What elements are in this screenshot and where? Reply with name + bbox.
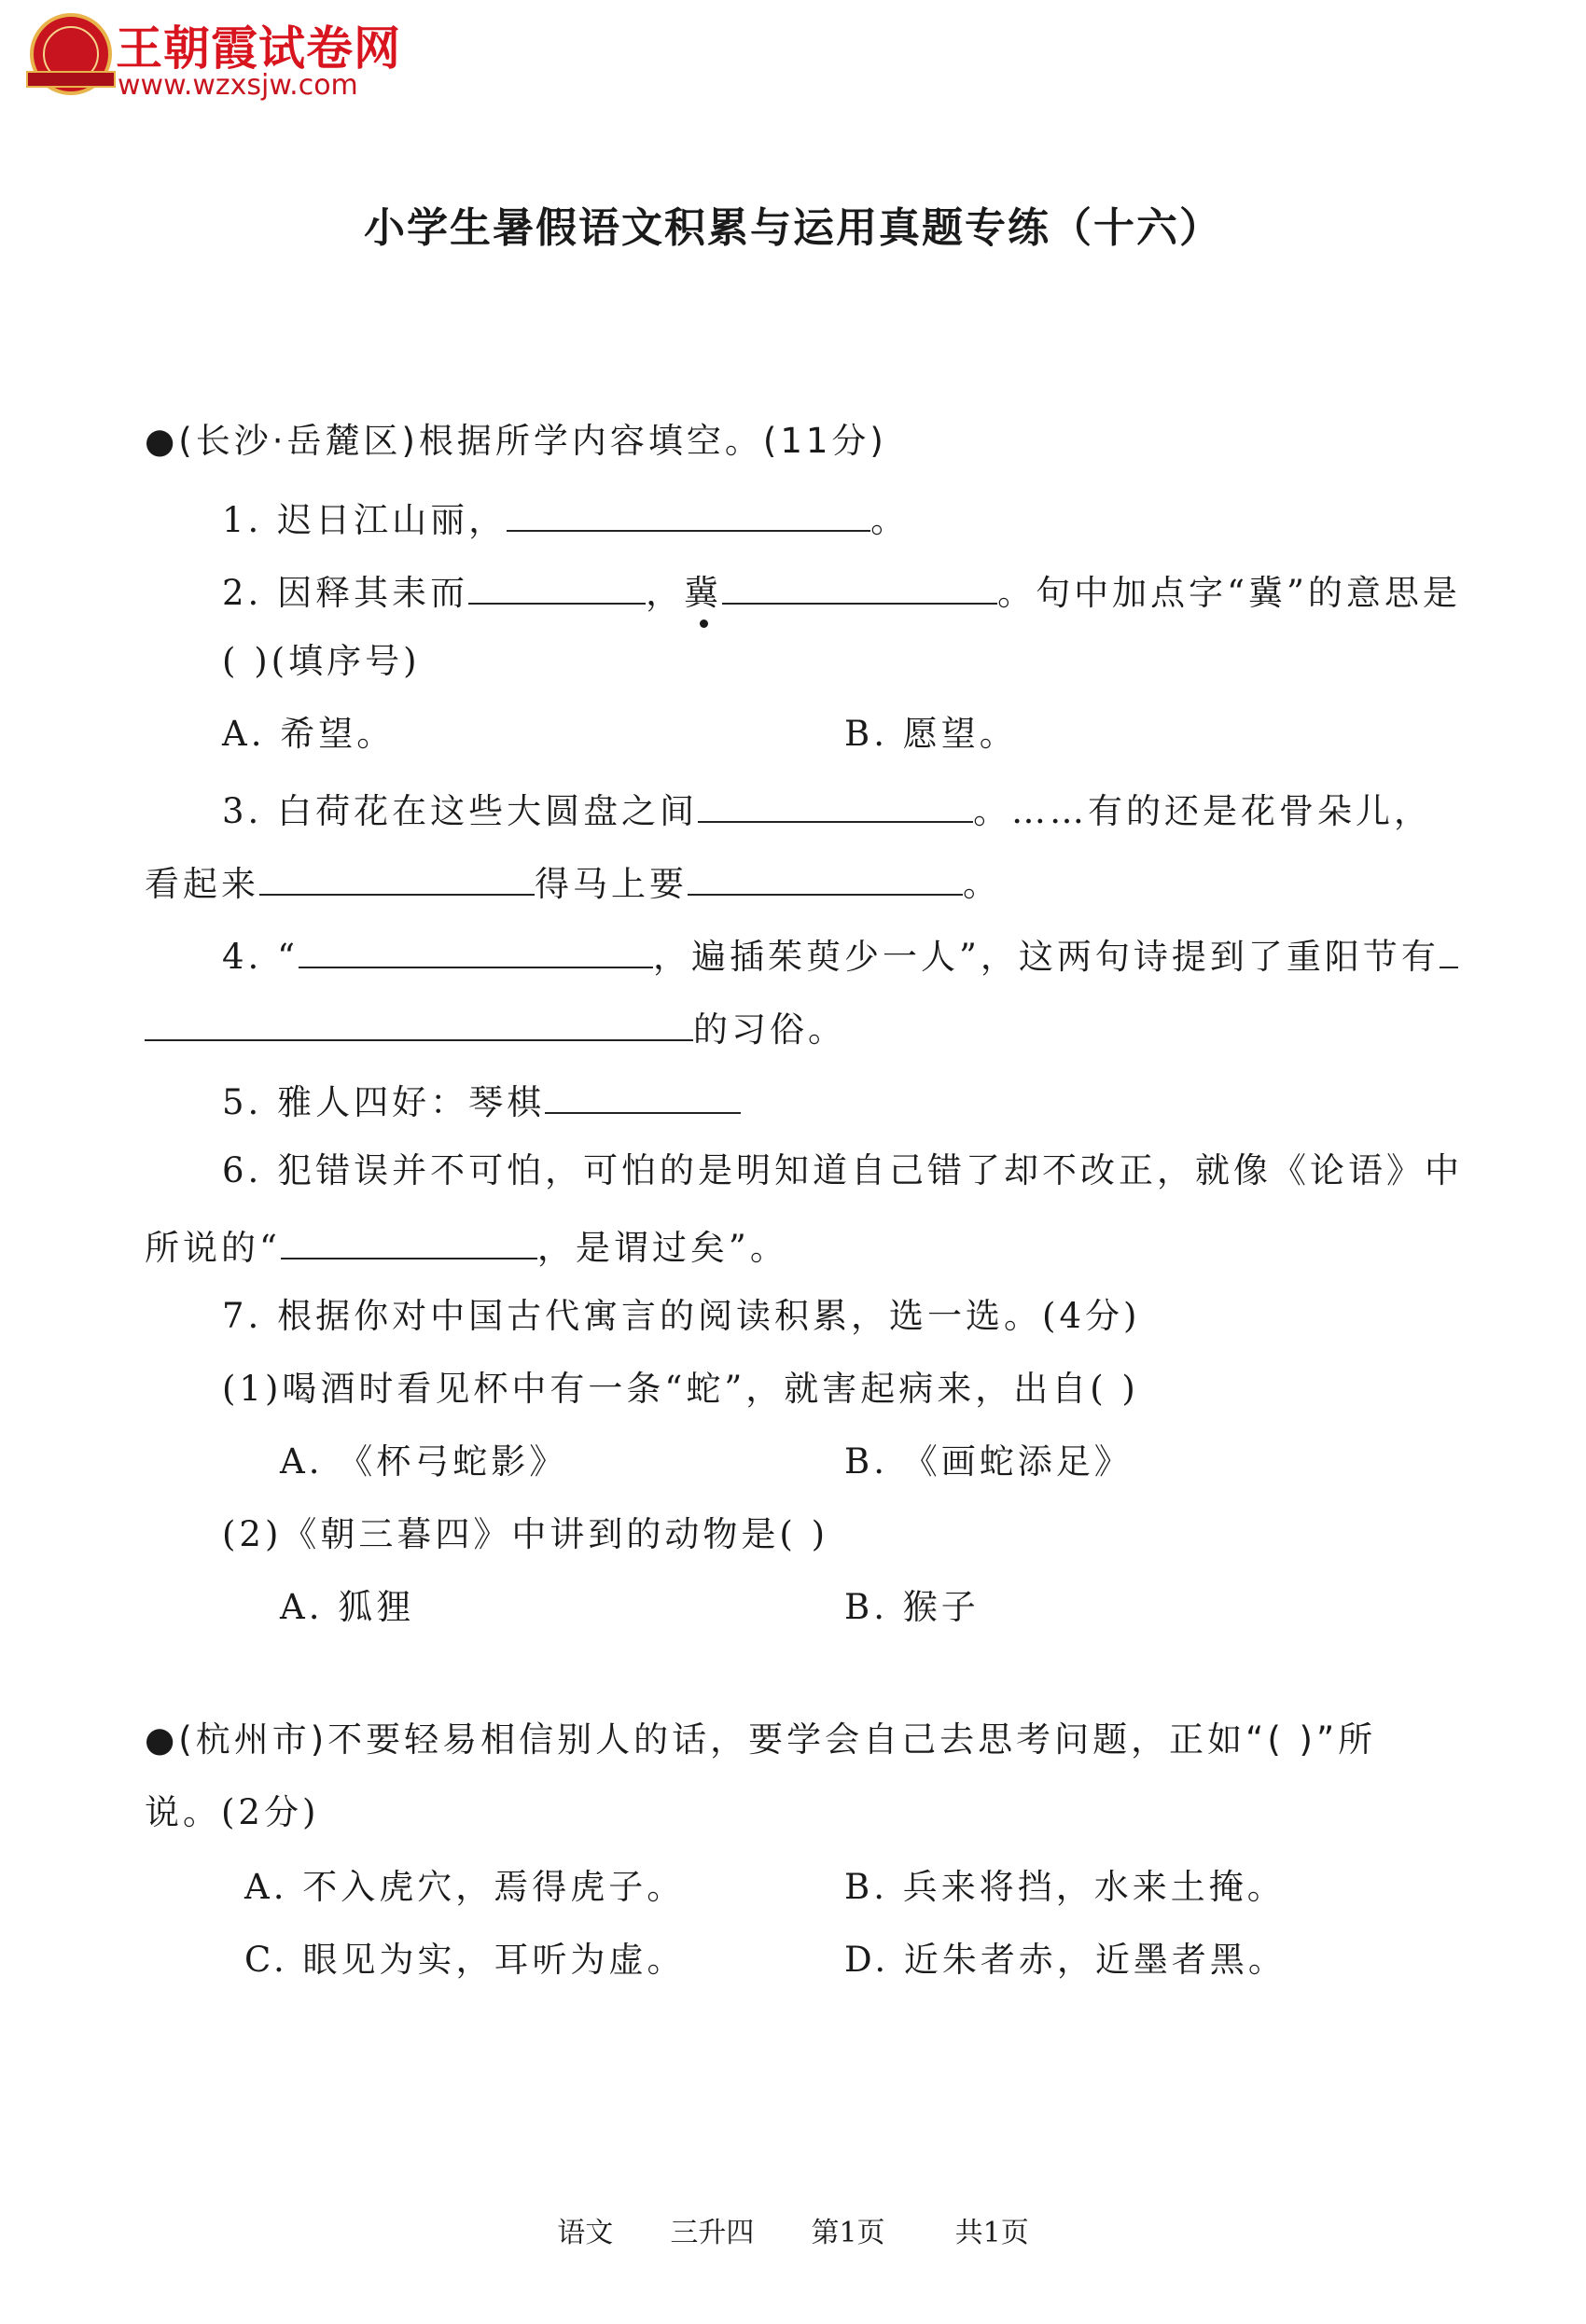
site-name: 王朝霞试卷网 <box>116 21 401 76</box>
answer-blank[interactable] <box>545 1075 741 1114</box>
question-7-sub1: (1)喝酒时看见杯中有一条“蛇”，就害起病来，出自( ) <box>222 1369 1139 1409</box>
dotted-char: 冀 <box>684 570 722 617</box>
answer-blank[interactable] <box>468 565 646 605</box>
answer-blank[interactable] <box>507 493 870 532</box>
question-1: 1. 迟日江山丽， 。 <box>222 493 909 544</box>
site-url: www.wzxsjw.com <box>118 69 358 102</box>
section2-line1: ●(杭州市)不要轻易相信别人的话，要学会自己去思考问题，正如“( )”所 <box>145 1719 1377 1760</box>
question-3-line2: 看起来 得马上要 。 <box>145 856 1001 908</box>
question-4-line1: 4. “ ，遍插茱萸少一人”，这两句诗提到了重阳节有 <box>222 929 1458 981</box>
answer-blank[interactable] <box>299 929 653 968</box>
footer-subject: 语文 <box>557 2217 614 2249</box>
question-2-line2: ( )(填序号) <box>222 641 421 681</box>
question-7-sub2-option-a: A. 狐狸 <box>280 1587 415 1627</box>
page-title: 小学生暑假语文积累与运用真题专练（十六） <box>364 204 1222 252</box>
footer-page: 第1页 <box>811 2217 885 2249</box>
section2-line2: 说。(2分) <box>145 1792 320 1832</box>
section2-option-d: D. 近朱者赤，近墨者黑。 <box>844 1940 1287 1980</box>
footer-total: 共1页 <box>954 2217 1029 2249</box>
answer-blank[interactable] <box>281 1220 537 1259</box>
question-7: 7. 根据你对中国古代寓言的阅读积累，选一选。(4分) <box>222 1296 1141 1336</box>
logo-ribbon-icon <box>26 71 116 88</box>
site-logo <box>26 9 401 102</box>
answer-blank[interactable] <box>688 856 963 896</box>
footer-grade: 三升四 <box>670 2217 755 2249</box>
question-4-line2: 的习俗。 <box>145 1002 846 1053</box>
question-6-line2: 所说的“ ，是谓过矣”。 <box>145 1220 788 1272</box>
question-2-option-b: B. 愿望。 <box>844 714 1018 754</box>
question-3-line1: 3. 白荷花在这些大圆盘之间 。……有的还是花骨朵儿， <box>222 784 1432 835</box>
question-5: 5. 雅人四好：琴棋 <box>222 1075 741 1126</box>
answer-blank[interactable] <box>259 856 535 896</box>
answer-blank[interactable] <box>145 1002 693 1041</box>
answer-blank[interactable] <box>722 565 997 605</box>
question-7-sub2-option-b: B. 猴子 <box>844 1587 980 1627</box>
page-footer <box>0 2209 1586 2250</box>
question-7-sub2: (2)《朝三暮四》中讲到的动物是( ) <box>222 1514 829 1554</box>
question-2-line1: 2. 因释其耒而 ，冀 。句中加点字“冀”的意思是 <box>222 565 1461 617</box>
question-6-line1: 6. 犯错误并不可怕，可怕的是明知道自己错了却不改正，就像《论语》中 <box>222 1150 1464 1190</box>
answer-blank[interactable] <box>1440 929 1458 968</box>
section1-heading: ●(长沙·岳麓区)根据所学内容填空。(11分) <box>145 421 887 461</box>
answer-blank[interactable] <box>698 784 973 823</box>
question-7-sub1-option-b: B. 《画蛇添足》 <box>844 1441 1133 1482</box>
question-2-option-a: A. 希望。 <box>222 714 396 754</box>
section2-option-a: A. 不入虎穴，焉得虎子。 <box>244 1867 686 1907</box>
section2-option-c: C. 眼见为实，耳听为虚。 <box>244 1940 686 1980</box>
section2-option-b: B. 兵来将挡，水来土掩。 <box>844 1867 1286 1907</box>
question-7-sub1-option-a: A. 《杯弓蛇影》 <box>280 1441 568 1482</box>
